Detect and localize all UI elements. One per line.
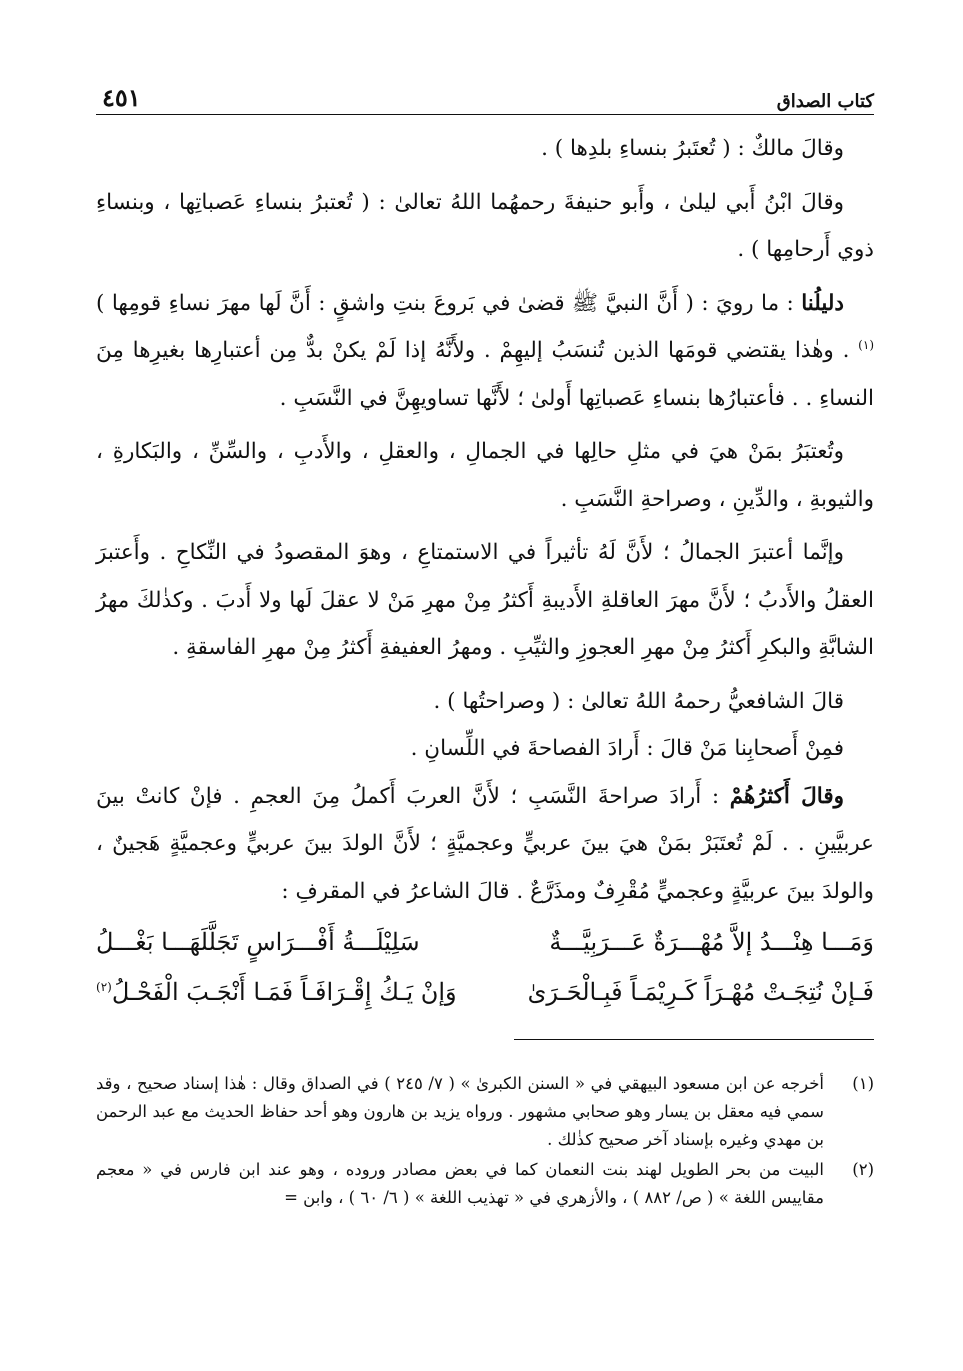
paragraph-attributes <box>96 428 874 523</box>
paragraph-text-tail: . وهٰذا يقتضي قومَها الذين تُنسَبُ إليهِمْ . ولأَنَّهُ إذا لَمْ يكنْ بدٌّ مِن أعتبارِها بغيرِها مِنَ النساءِ . . فأعتبارُها بنساءِ عَصباتِها أَولىٰ ؛ لأَنَّها تساويهِنَّ في النَّسَبِ . <box>96 338 874 411</box>
poem-verse <box>96 967 874 1017</box>
footnote-1 <box>96 1070 874 1154</box>
paragraph-text: : أَرادَ صراحةَ النَّسَبِ ؛ لأَنَّ العربَ أَكملُ مِنَ العجمِ . فإنْ كانتْ بينَ عربيَّينِ . . لَمْ تُعتَبَرْ بمَنْ هيَ بينَ عربيٍّ وعجميَّةٍ ؛ لأَنَّ الولدَ بينَ عربيٍّ وعجميَّةٍ هَجينٌ ، والولدَ بينَ عربيَّةٍ وعجميٍّ مُقْرِفٌ ومذَرَّعٌ . قالَ الشاعرُ في المقرفِ : <box>96 783 874 904</box>
paragraph-evidence <box>96 280 874 423</box>
poem-hemistich-first: فَـإنْ نُتِجَـتْ مُهْـرَاً كَـرِيْمَـاً فَبِـالْحَـرَىٰ <box>527 978 874 1006</box>
paragraph-text: فمِنْ أَصحابِنا مَنْ قالَ : أَرادَ الفصاحةَ في اللِّسانِ . <box>410 736 844 761</box>
paragraph-majority <box>96 773 874 916</box>
footnote-separator <box>514 1039 874 1040</box>
chapter-title: كتاب الصداق <box>776 91 874 112</box>
footnote-ref-1[interactable]: (١) <box>858 337 874 352</box>
paragraph-text: وقالَ مالكٌ : ( تُعتَبرُ بنساءِ بلدِها ) . <box>541 136 844 161</box>
paragraph-text: وتُعتبَرُ بمَنْ هيَ في مثلِ حالِها في الجمالِ ، والعقلِ ، والأَدبِ ، والسِّنِّ ، والبَكارةِ ، والثيوبةِ ، والدِّينِ ، وصراحةِ النَّسَبِ . <box>96 439 874 512</box>
footnote-text: البيت من بحر الطويل لهند بنت النعمان كما في بعض مصادر وروده ، وهو عند ابن فارس في « معجم مقاييس اللغة » ( ص/ ٨٨٢ ) ، والأزهري في « تهذيب اللغة » ( ٦/ ٦٠ ) ، وابن = <box>96 1160 824 1207</box>
poem-hemistich-second: سَلِيْلَـــةُ أَفْـــرَاسٍ تَجَلَّلَهَـــا بَغْـــلُ <box>96 928 420 956</box>
footnote-text: أخرجه عن ابن مسعود البيهقي في « السنن الكبرىٰ » ( ٧/ ٢٤٥ ) في الصداق وقال : هٰذا إسناد صحيح ، وقد سمي فيه معقل بن يسار وهو صحابي مشهور . ورواه يزيد بن هارون وهو أحد حفاظ الحديث مع عبد الرحمن بن مهدي وغيره بإسناد آخر صحيح كذٰلك . <box>96 1074 824 1149</box>
paragraph-text: وقالَ ابْنُ أَبي ليلىٰ ، وأَبو حنيفةَ رحمهُما اللهُ تعالىٰ : ( تُعتبرُ بنساءِ عَصباتِها ، وبنساءِ ذوي أَرحامِها ) . <box>96 189 874 262</box>
poem-hemistich-text: وَإنْ يَـكُ إِقْـرَافَـاً فَمَـا أَنْجَـبَ الْفَحْـلُ <box>111 978 457 1006</box>
poem-verse <box>96 917 874 967</box>
paragraph-shafii <box>96 678 874 726</box>
page-number: ٤٥١ <box>102 83 141 112</box>
paragraph-text: وإنَّما أعتبرَ الجمالُ ؛ لأَنَّ لَهُ تأثيراً في الاستمتاعِ ، وهوَ المقصودُ في النِّكاحِ . وأَعتبرَ العقلُ والأَدبُ ؛ لأَنَّ مهرَ العاقلةِ الأَديبةِ أَكثرُ مِنْ مهرِ مَنْ لا عقلَ لَها ولا أَدبَ . وكذٰلكَ مهرُ الشابَّةِ والبكرِ أَكثرُ مِنْ مهرِ العجوزِ والثيِّبِ . ومهرُ العفيفةِ أَكثرُ مِنْ مهرِ الفاسقةِ . <box>96 540 874 660</box>
running-header <box>96 78 874 115</box>
paragraph-lead: دليلُنا <box>801 290 844 316</box>
paragraph-ibn-abi-layla <box>96 179 874 274</box>
footnote-2 <box>96 1156 874 1212</box>
poem-hemistich-second <box>96 967 469 1017</box>
poem <box>96 917 874 1017</box>
footnote-number: (١) <box>852 1074 874 1093</box>
paragraph-malik <box>96 125 874 173</box>
poem-hemistich-first: وَمَـــا هِنْـــدُ إلاَّ مُهْـــرَةٌ عَـــرَبِيَّـــةٌ <box>549 928 874 956</box>
footnotes <box>96 1070 874 1212</box>
paragraph-beauty <box>96 529 874 672</box>
paragraph-text: : ما رويَ : ( أَنَّ النبيَّ ﷺ قضىٰ في بَروعَ بنتِ واشقٍ : أَنَّ لَها مهرَ نساءِ قومِها ) <box>96 290 802 316</box>
paragraph-eloquence <box>96 725 874 773</box>
main-text <box>96 125 874 1017</box>
footnote-number: (٢) <box>852 1160 874 1179</box>
footnote-ref-2[interactable]: (٢) <box>96 980 112 994</box>
book-page <box>96 78 874 1214</box>
paragraph-text: قالَ الشافعيُّ رحمهُ اللهُ تعالىٰ : ( وصراحتُها ) . <box>433 688 844 714</box>
paragraph-lead: وقالَ أَكثرُهُمْ <box>729 783 844 809</box>
